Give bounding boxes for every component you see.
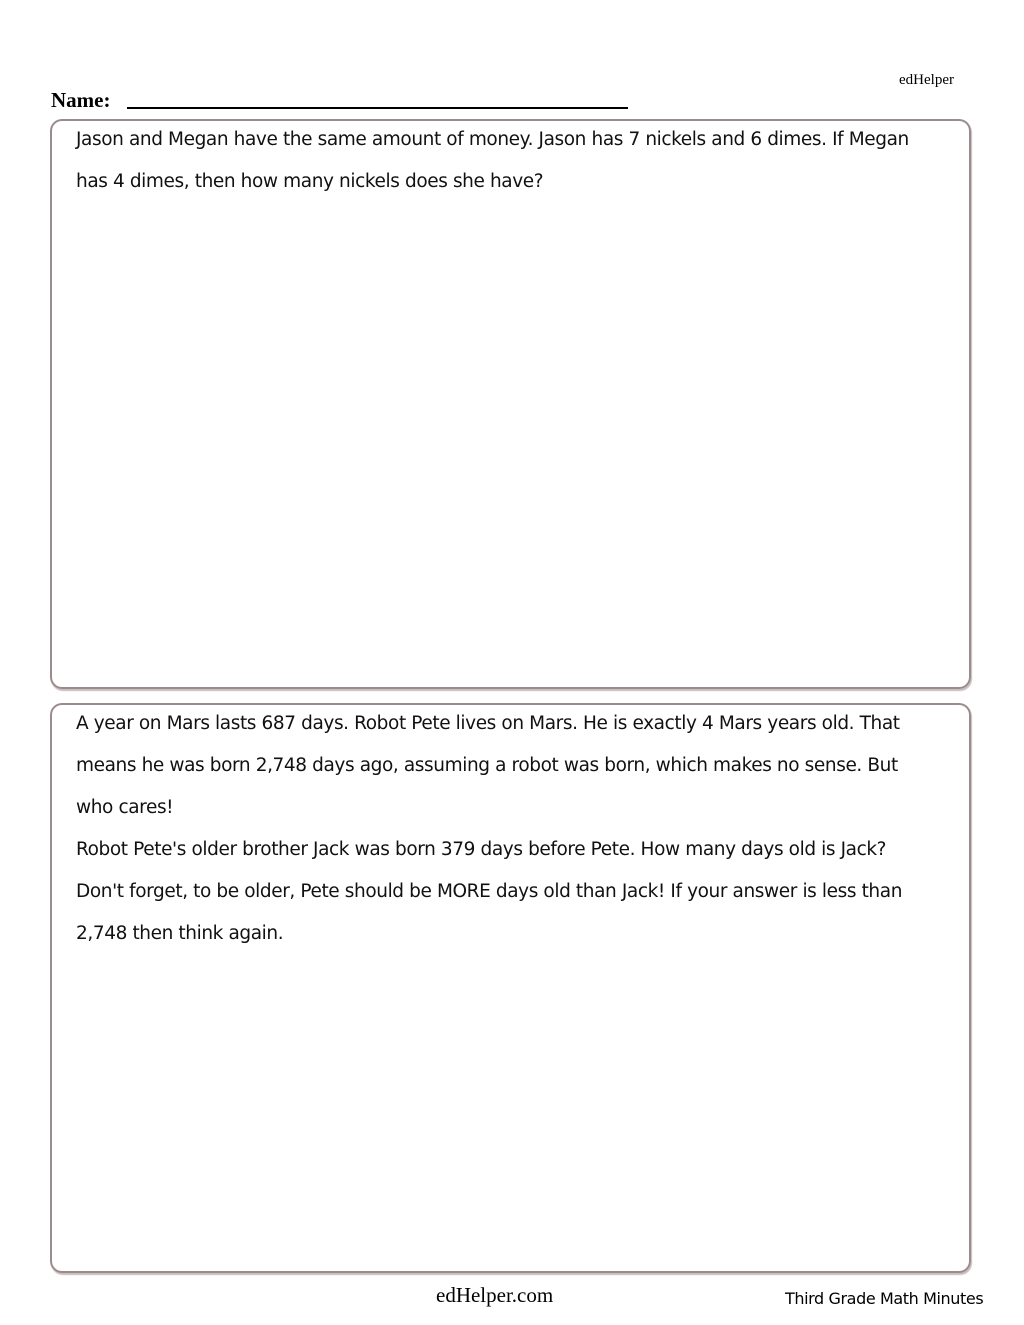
name-input-line[interactable] [127, 107, 628, 109]
footer-site-label: edHelper.com [436, 1283, 554, 1307]
brand-label: edHelper [899, 72, 954, 88]
problem-text-2 [76, 703, 939, 955]
problem-text-1 [76, 119, 939, 203]
footer-title-label: Third Grade Math Minutes [785, 1289, 984, 1308]
problem-2-paragraph-1: A year on Mars lasts 687 days. Robot Pete lives on Mars. He is exactly 4 Mars years old. That means he was born 2,748 days ago, assuming a robot was born, which makes no sense. But who cares! [76, 713, 900, 818]
problem-box-2 [50, 703, 971, 1273]
problem-1-paragraph-1: Jason and Megan have the same amount of money. Jason has 7 nickels and 6 dimes. If Megan has 4 dimes, then how many nickels does she have? [76, 129, 909, 192]
name-label: Name: [51, 88, 111, 112]
problem-2-paragraph-2: Robot Pete's older brother Jack was born 379 days before Pete. How many days old is Jack? Don't forget, to be older, Pete should be MORE days old than Jack! If your answer is less than 2,748 then think again. [76, 839, 903, 944]
problem-box-1 [50, 119, 971, 689]
